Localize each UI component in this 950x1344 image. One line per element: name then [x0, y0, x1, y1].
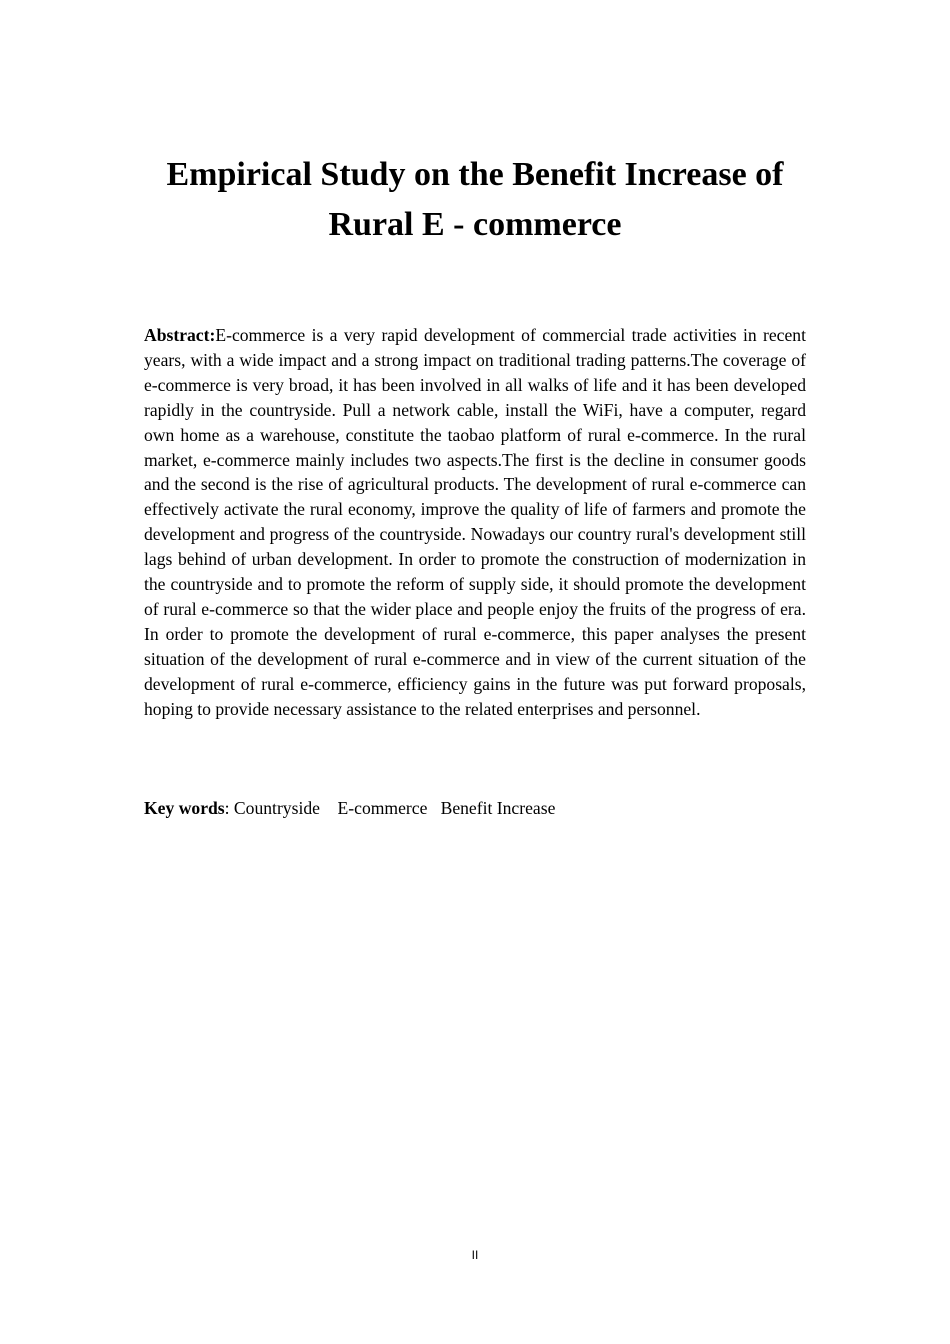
abstract-text: E-commerce is a very rapid development of commercial trade activities in recent years, with a wide impact and a strong impact on traditional trading patterns.The coverage of e-commerce is very broad, it has been involved in all walks of life and it has been developed rapidly in the countryside. Pull a network cable, install the WiFi, have a computer, regard own home as a warehouse, constitute the taobao platform of rural e-commerce. In the rural market, e-commerce mainly includes two aspects.The first is the decline in consumer goods and the second is the rise of agricultural products. The development of rural e-commerce can effectively activate the rural economy, improve the quality of life of farmers and promote the development and progress of the countryside. Nowadays our country rural's development still lags behind of urban development. In order to promote the construction of modernization in the countryside and to promote the reform of supply side, it should promote the development of rural e-commerce so that the wider place and people enjoy the fruits of the progress of era. In order to promote the development of rural e-commerce, this paper analyses the present situation of the development of rural e-commerce and in view of the current situation of the development of rural e-commerce, efficiency gains in the future was put forward proposals, hoping to provide necessary assistance to the related enterprises and personnel.	[144, 325, 806, 719]
paper-title	[120, 150, 830, 250]
abstract-paragraph	[144, 323, 806, 722]
abstract-label: Abstract:	[144, 325, 216, 345]
title-line-1: Empirical Study on the Benefit Increase of	[166, 156, 784, 193]
page-number: II	[471, 1248, 479, 1262]
keywords-label: Key words	[144, 798, 225, 818]
title-line-2: Rural E - commerce	[328, 206, 622, 243]
keywords-line	[144, 796, 806, 821]
keywords-text: : Countryside E-commerce Benefit Increase	[224, 798, 556, 818]
